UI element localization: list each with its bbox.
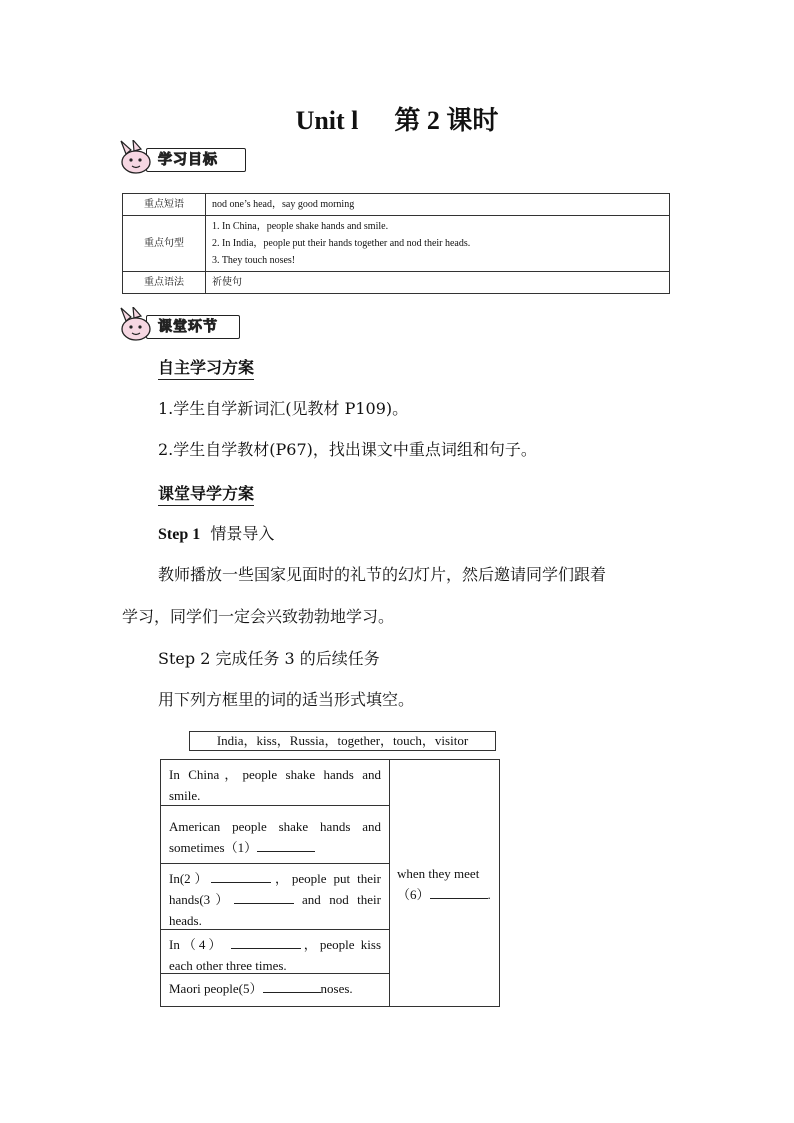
classroom-badge [118,307,248,341]
blank-2[interactable] [211,868,271,883]
cell-text: noses. [320,981,353,996]
cell-text: American people shake hands and sometimes（1） [169,819,381,855]
goals-key: 重点句型 [123,216,206,272]
blank-4[interactable] [231,934,301,949]
cell-text: In China，people shake hands and smile. [169,767,381,803]
cell-text: and nod their heads. [169,892,382,928]
intro-line-2: 学习，同学们一定会兴致勃勃地学习。 [122,607,395,626]
sentence-line: 2. In India，people put their hands together and nod their heads. [212,238,471,249]
step1-line [158,523,274,546]
blank-3[interactable] [234,889,294,904]
goals-value: 祈使句 [206,272,670,294]
intro-line-1: 教师播放一些国家见面时的礼节的幻灯片，然后邀请同学们跟着 [158,565,607,584]
self-study-heading: 自主学习方案 [158,355,254,380]
classroom-guide-heading: 课堂导学方案 [158,481,254,506]
goals-value [206,216,670,272]
fill-left-column [161,760,390,1006]
fill-cell [161,864,389,930]
step1-label: Step 1 [158,526,201,543]
fill-right-column [397,863,495,905]
goals-table [122,193,670,294]
page-title [0,100,794,137]
cell-text: In（4） [169,937,225,952]
right-text-1: when they meet [397,866,480,881]
cell-text: . [487,887,491,902]
cell-text: In(2） [169,871,212,886]
table-row [123,194,670,216]
cell-text: ，people kiss each other three times. [169,937,381,973]
sentence-line: 3. They touch noses! [212,255,296,266]
fill-in-table [160,759,500,1007]
sentence-line: 1. In China，people shake hands and smile. [212,221,389,232]
instruction-line: 用下列方框里的词的适当形式填空。 [158,690,415,709]
cell-text: Maori people(5） [169,981,263,996]
rabbit-icon [118,140,158,176]
word-box: India，kiss，Russia，together，touch，visitor [189,731,496,751]
cell-text: （6） [397,887,430,902]
step1-text: 情景导入 [210,524,275,543]
right-text-2 [397,884,495,905]
rabbit-icon [118,307,158,343]
classroom-badge-label: 课堂环节 [158,319,218,335]
title-unit: Unit l [295,106,359,135]
blank-1[interactable] [257,837,315,852]
blank-5[interactable] [263,978,321,993]
paragraph-2: 2.学生自学教材(P67)，找出课文中重点词组和句子。 [158,440,537,459]
cell-text: ，people put their hands(3） [169,871,381,907]
goals-key: 重点语法 [123,272,206,294]
fill-cell [161,760,389,806]
goals-value: nod one’s head，say good morning [206,194,670,216]
goals-key: 重点短语 [123,194,206,216]
fill-cell [161,806,389,864]
table-row [123,272,670,294]
goals-badge [118,140,248,174]
blank-6[interactable] [430,884,488,899]
fill-cell [161,974,389,1006]
fill-cell [161,930,389,974]
goals-badge-label: 学习目标 [158,152,218,168]
title-lesson: 第 2 课时 [394,106,499,135]
table-row [123,216,670,272]
paragraph-1: 1.学生自学新词汇(见教材 P109)。 [158,399,409,418]
step2-line: Step 2 完成任务 3 的后续任务 [158,649,380,668]
